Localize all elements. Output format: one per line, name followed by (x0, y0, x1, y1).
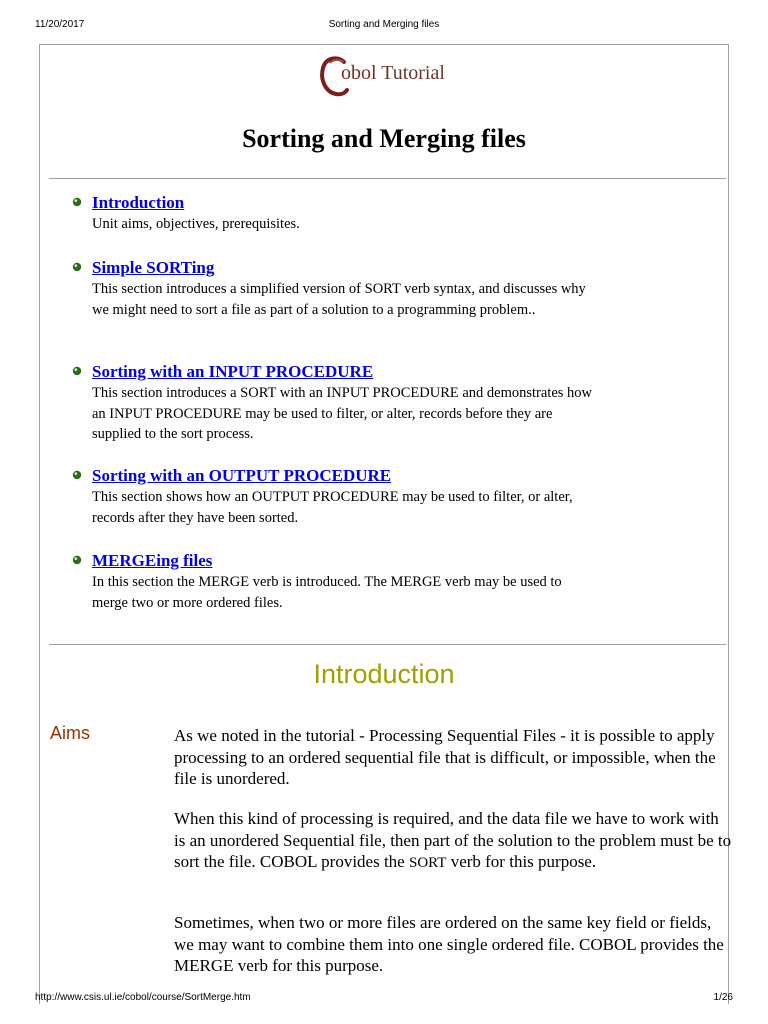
cobol-tutorial-logo (320, 54, 450, 100)
toc-link-simple-sorting[interactable]: Simple SORTing (92, 258, 215, 277)
print-page-number: 1/26 (713, 992, 733, 1003)
print-title: Sorting and Merging files (328, 19, 440, 30)
aims-label: Aims (50, 723, 90, 743)
logo-text (341, 62, 445, 85)
toc-desc: Unit aims, objectives, prerequisites. (92, 216, 300, 232)
aims-paragraph-3: Sometimes, when two or more files are ordered on the same key field or fields, we may want to combine them into one single ordered file. COBOL provides the MERGE verb for this purpose. (174, 913, 724, 975)
toc-link-merging-files[interactable]: MERGEing files (92, 551, 213, 570)
aims-paragraph-2-text-c: verb for this purpose. (446, 852, 597, 871)
toc-desc: This section introduces a SORT with an INPUT PROCEDURE and demonstrates how an INPUT PROCEDURE may be used to filter, or alter, records before they are supplied to the sort process. (92, 385, 593, 442)
divider-middle (49, 644, 726, 645)
logo-text-obol: obol (341, 62, 377, 84)
bullet-icon (72, 366, 82, 376)
bullet-icon (72, 197, 82, 207)
aims-paragraph-2-text-a: When this kind of processing is required, and the data file we have to work with is an unordered Sequential file, then part of the solution to the problem must be to sort the file. COBOL provides the (174, 809, 732, 871)
print-date: 11/20/2017 (35, 19, 85, 30)
divider-top (49, 178, 726, 179)
print-footer (0, 992, 768, 1006)
toc-link-input-procedure[interactable]: Sorting with an INPUT PROCEDURE (92, 362, 374, 381)
bullet-icon (72, 262, 82, 272)
aims-paragraph-1: As we noted in the tutorial - Processing Sequential Files - it is possible to apply processing to an ordered sequential file that is difficult, or impossible, when the file is unordered. (174, 726, 716, 788)
print-header (0, 19, 768, 33)
page-title: Sorting and Merging files (242, 124, 526, 153)
bullet-icon (72, 470, 82, 480)
aims-paragraph-2 (174, 808, 732, 875)
toc-link-output-procedure[interactable]: Sorting with an OUTPUT PROCEDURE (92, 466, 392, 485)
print-url: http://www.csis.ul.ie/cobol/course/SortMerge.htm (35, 992, 251, 1003)
section-heading-introduction: Introduction (313, 659, 455, 689)
sort-verb-text: SORT (408, 855, 447, 871)
toc-link-introduction[interactable]: Introduction (92, 193, 185, 212)
toc-desc: In this section the MERGE verb is introduced. The MERGE verb may be used to merge two or more ordered files. (92, 574, 562, 611)
toc-desc: This section introduces a simplified version of SORT verb syntax, and discusses why we might need to sort a file as part of a solution to a programming problem.. (92, 281, 586, 318)
toc-desc: This section shows how an OUTPUT PROCEDURE may be used to filter, or alter, records after they have been sorted. (92, 489, 573, 526)
logo-text-tutorial: Tutorial (376, 62, 445, 84)
bullet-icon (72, 555, 82, 565)
